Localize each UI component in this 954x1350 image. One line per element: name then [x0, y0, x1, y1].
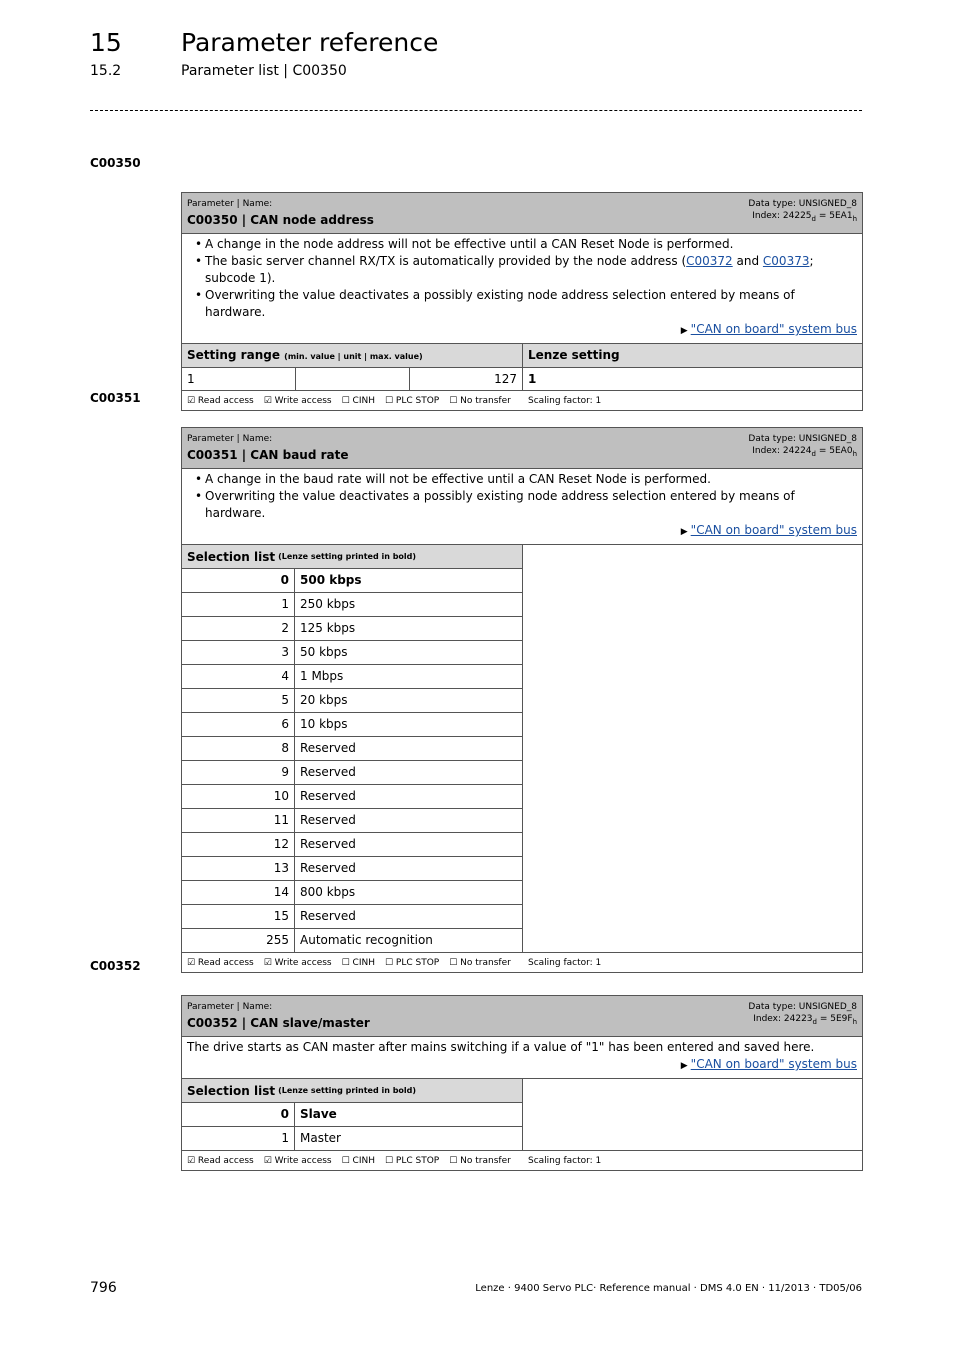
c00352-header [182, 996, 862, 1037]
selection-row [182, 688, 522, 712]
selection-value: 6 [182, 713, 295, 736]
selection-value: 9 [182, 761, 295, 784]
selection-row [182, 664, 522, 688]
selection-value: 0 [182, 1103, 295, 1126]
selection-value: 10 [182, 785, 295, 808]
param-name-label: Parameter | Name: [187, 199, 273, 209]
param-name-label: Parameter | Name: [187, 1002, 273, 1012]
max-value: 127 [410, 368, 523, 390]
selection-text: Reserved [300, 837, 356, 851]
c00350-header [182, 193, 862, 234]
selection-text: 125 kbps [300, 621, 356, 635]
selection-row [182, 712, 522, 736]
c00351-access-footer: ☑ Read access ☑ Write access ☐ CINH ☐ PLC STOP ☐ No transfer Scaling factor: 1 [187, 957, 602, 968]
selection-text: Reserved [300, 789, 356, 803]
selection-row [182, 880, 522, 904]
selection-value: 4 [182, 665, 295, 688]
selection-text: Automatic recognition [300, 933, 433, 947]
c00350-bullet-2: • The basic server channel RX/TX is automatically provided by the node address (C00372 and C00373; subcode 1). [205, 253, 857, 287]
chapter-number: 15 [90, 28, 122, 57]
c00351-selection-list [182, 545, 523, 952]
selection-list-header: Selection list (Lenze setting printed in bold) [182, 545, 522, 568]
selection-value: 15 [182, 905, 295, 928]
c00350-name: C00350 | CAN node address [187, 213, 374, 227]
selection-row [182, 592, 522, 616]
page-number: 796 [90, 1280, 117, 1296]
setting-range-header: Setting range (min. value | unit | max. value) Lenze setting [182, 344, 862, 368]
selection-value: 8 [182, 737, 295, 760]
setting-range-values [182, 368, 862, 391]
xref-can-system-bus[interactable]: "CAN on board" system bus [690, 523, 857, 537]
selection-text: 10 kbps [300, 717, 348, 731]
selection-row [182, 616, 522, 640]
selection-row [182, 832, 522, 856]
selection-row [182, 928, 522, 952]
c00352-desc-text: The drive starts as CAN master after mains switching if a value of "1" has been entered and saved here. [187, 1040, 815, 1054]
selection-text: Reserved [300, 861, 356, 875]
selection-row [182, 568, 522, 592]
c00352-name: C00352 | CAN slave/master [187, 1016, 370, 1030]
selection-row [182, 760, 522, 784]
xref-can-system-bus[interactable]: "CAN on board" system bus [690, 322, 857, 336]
xref-can-system-bus[interactable]: "CAN on board" system bus [690, 1057, 857, 1071]
selection-text: 1 Mbps [300, 669, 344, 683]
header-divider [90, 110, 862, 111]
selection-value: 13 [182, 857, 295, 880]
link-c00373[interactable]: C00373 [762, 254, 810, 268]
selection-row [182, 1102, 522, 1126]
c00352-block [181, 995, 863, 1171]
c00350-block [181, 192, 863, 411]
selection-text: Reserved [300, 813, 356, 827]
selection-list-header: Selection list (Lenze setting printed in bold) [182, 1079, 522, 1102]
selection-value: 14 [182, 881, 295, 904]
section-number: 15.2 [90, 63, 122, 79]
selection-row [182, 736, 522, 760]
selection-text: 500 kbps [300, 573, 362, 587]
c00352-description [182, 1037, 862, 1079]
c00351-bullet-2: • Overwriting the value deactivates a possibly existing node address selection entered by means of hardware. [205, 488, 857, 522]
selection-text: 250 kbps [300, 597, 356, 611]
selection-text: Reserved [300, 765, 356, 779]
selection-text: Reserved [300, 741, 356, 755]
min-value: 1 [182, 368, 296, 390]
data-type: Data type: UNSIGNED_8 [748, 434, 857, 444]
selection-row [182, 904, 522, 928]
c00352-heading: C00352 [90, 959, 141, 973]
chapter-title: Parameter reference [181, 28, 439, 57]
selection-row [182, 856, 522, 880]
c00351-description [182, 469, 862, 545]
selection-value: 12 [182, 833, 295, 856]
c00351-name: C00351 | CAN baud rate [187, 448, 349, 462]
selection-value: 255 [182, 929, 295, 952]
selection-text: Master [300, 1131, 341, 1145]
c00350-index: Index: $24225_d = 5EA1_h$ [752, 211, 857, 223]
document-info: Lenze · 9400 Servo PLC· Reference manual · DMS 4.0 EN · 11/2013 · TD05/06 [475, 1283, 862, 1294]
selection-text: 50 kbps [300, 645, 348, 659]
selection-text: Slave [300, 1107, 337, 1121]
c00350-description [182, 234, 862, 344]
lenze-setting-label: Lenze setting [528, 348, 620, 362]
section-title: Parameter list | C00350 [181, 63, 347, 79]
selection-row [182, 784, 522, 808]
selection-row [182, 640, 522, 664]
param-name-label: Parameter | Name: [187, 434, 273, 444]
unit-value [296, 368, 410, 390]
c00351-bullet-1: • A change in the baud rate will not be effective until a CAN Reset Node is performed. [205, 471, 857, 488]
selection-text: 800 kbps [300, 885, 356, 899]
c00350-bullet-1: • A change in the node address will not be effective until a CAN Reset Node is performed. [205, 236, 857, 253]
c00350-heading: C00350 [90, 156, 141, 170]
c00352-index: Index: $24223_d = 5E9F_h$ [753, 1014, 857, 1026]
arrow-right-icon: ▶ [680, 326, 688, 336]
c00352-access-footer: ☑ Read access ☑ Write access ☐ CINH ☐ PLC STOP ☐ No transfer Scaling factor: 1 [187, 1155, 602, 1166]
selection-value: 11 [182, 809, 295, 832]
selection-row [182, 1126, 522, 1150]
selection-text: 20 kbps [300, 693, 348, 707]
data-type: Data type: UNSIGNED_8 [748, 1002, 857, 1012]
c00351-heading: C00351 [90, 391, 141, 405]
c00351-index: Index: $24224_d = 5EA0_h$ [752, 446, 857, 458]
selection-text: Reserved [300, 909, 356, 923]
c00352-selection-list [182, 1079, 523, 1150]
default-value: 1 [528, 372, 537, 386]
c00351-header [182, 428, 862, 469]
selection-value: 1 [182, 593, 295, 616]
link-c00372[interactable]: C00372 [686, 254, 733, 268]
selection-value: 0 [182, 569, 295, 592]
arrow-right-icon: ▶ [680, 1061, 688, 1071]
selection-value: 5 [182, 689, 295, 712]
arrow-right-icon: ▶ [680, 527, 688, 537]
selection-value: 1 [182, 1127, 295, 1150]
c00350-access-footer: ☑ Read access ☑ Write access ☐ CINH ☐ PLC STOP ☐ No transfer Scaling factor: 1 [187, 395, 602, 406]
c00350-bullet-3: • Overwriting the value deactivates a possibly existing node address selection entered by means of hardware. [205, 287, 857, 321]
selection-value: 3 [182, 641, 295, 664]
data-type: Data type: UNSIGNED_8 [748, 199, 857, 209]
selection-row [182, 808, 522, 832]
selection-value: 2 [182, 617, 295, 640]
c00351-block [181, 427, 863, 973]
